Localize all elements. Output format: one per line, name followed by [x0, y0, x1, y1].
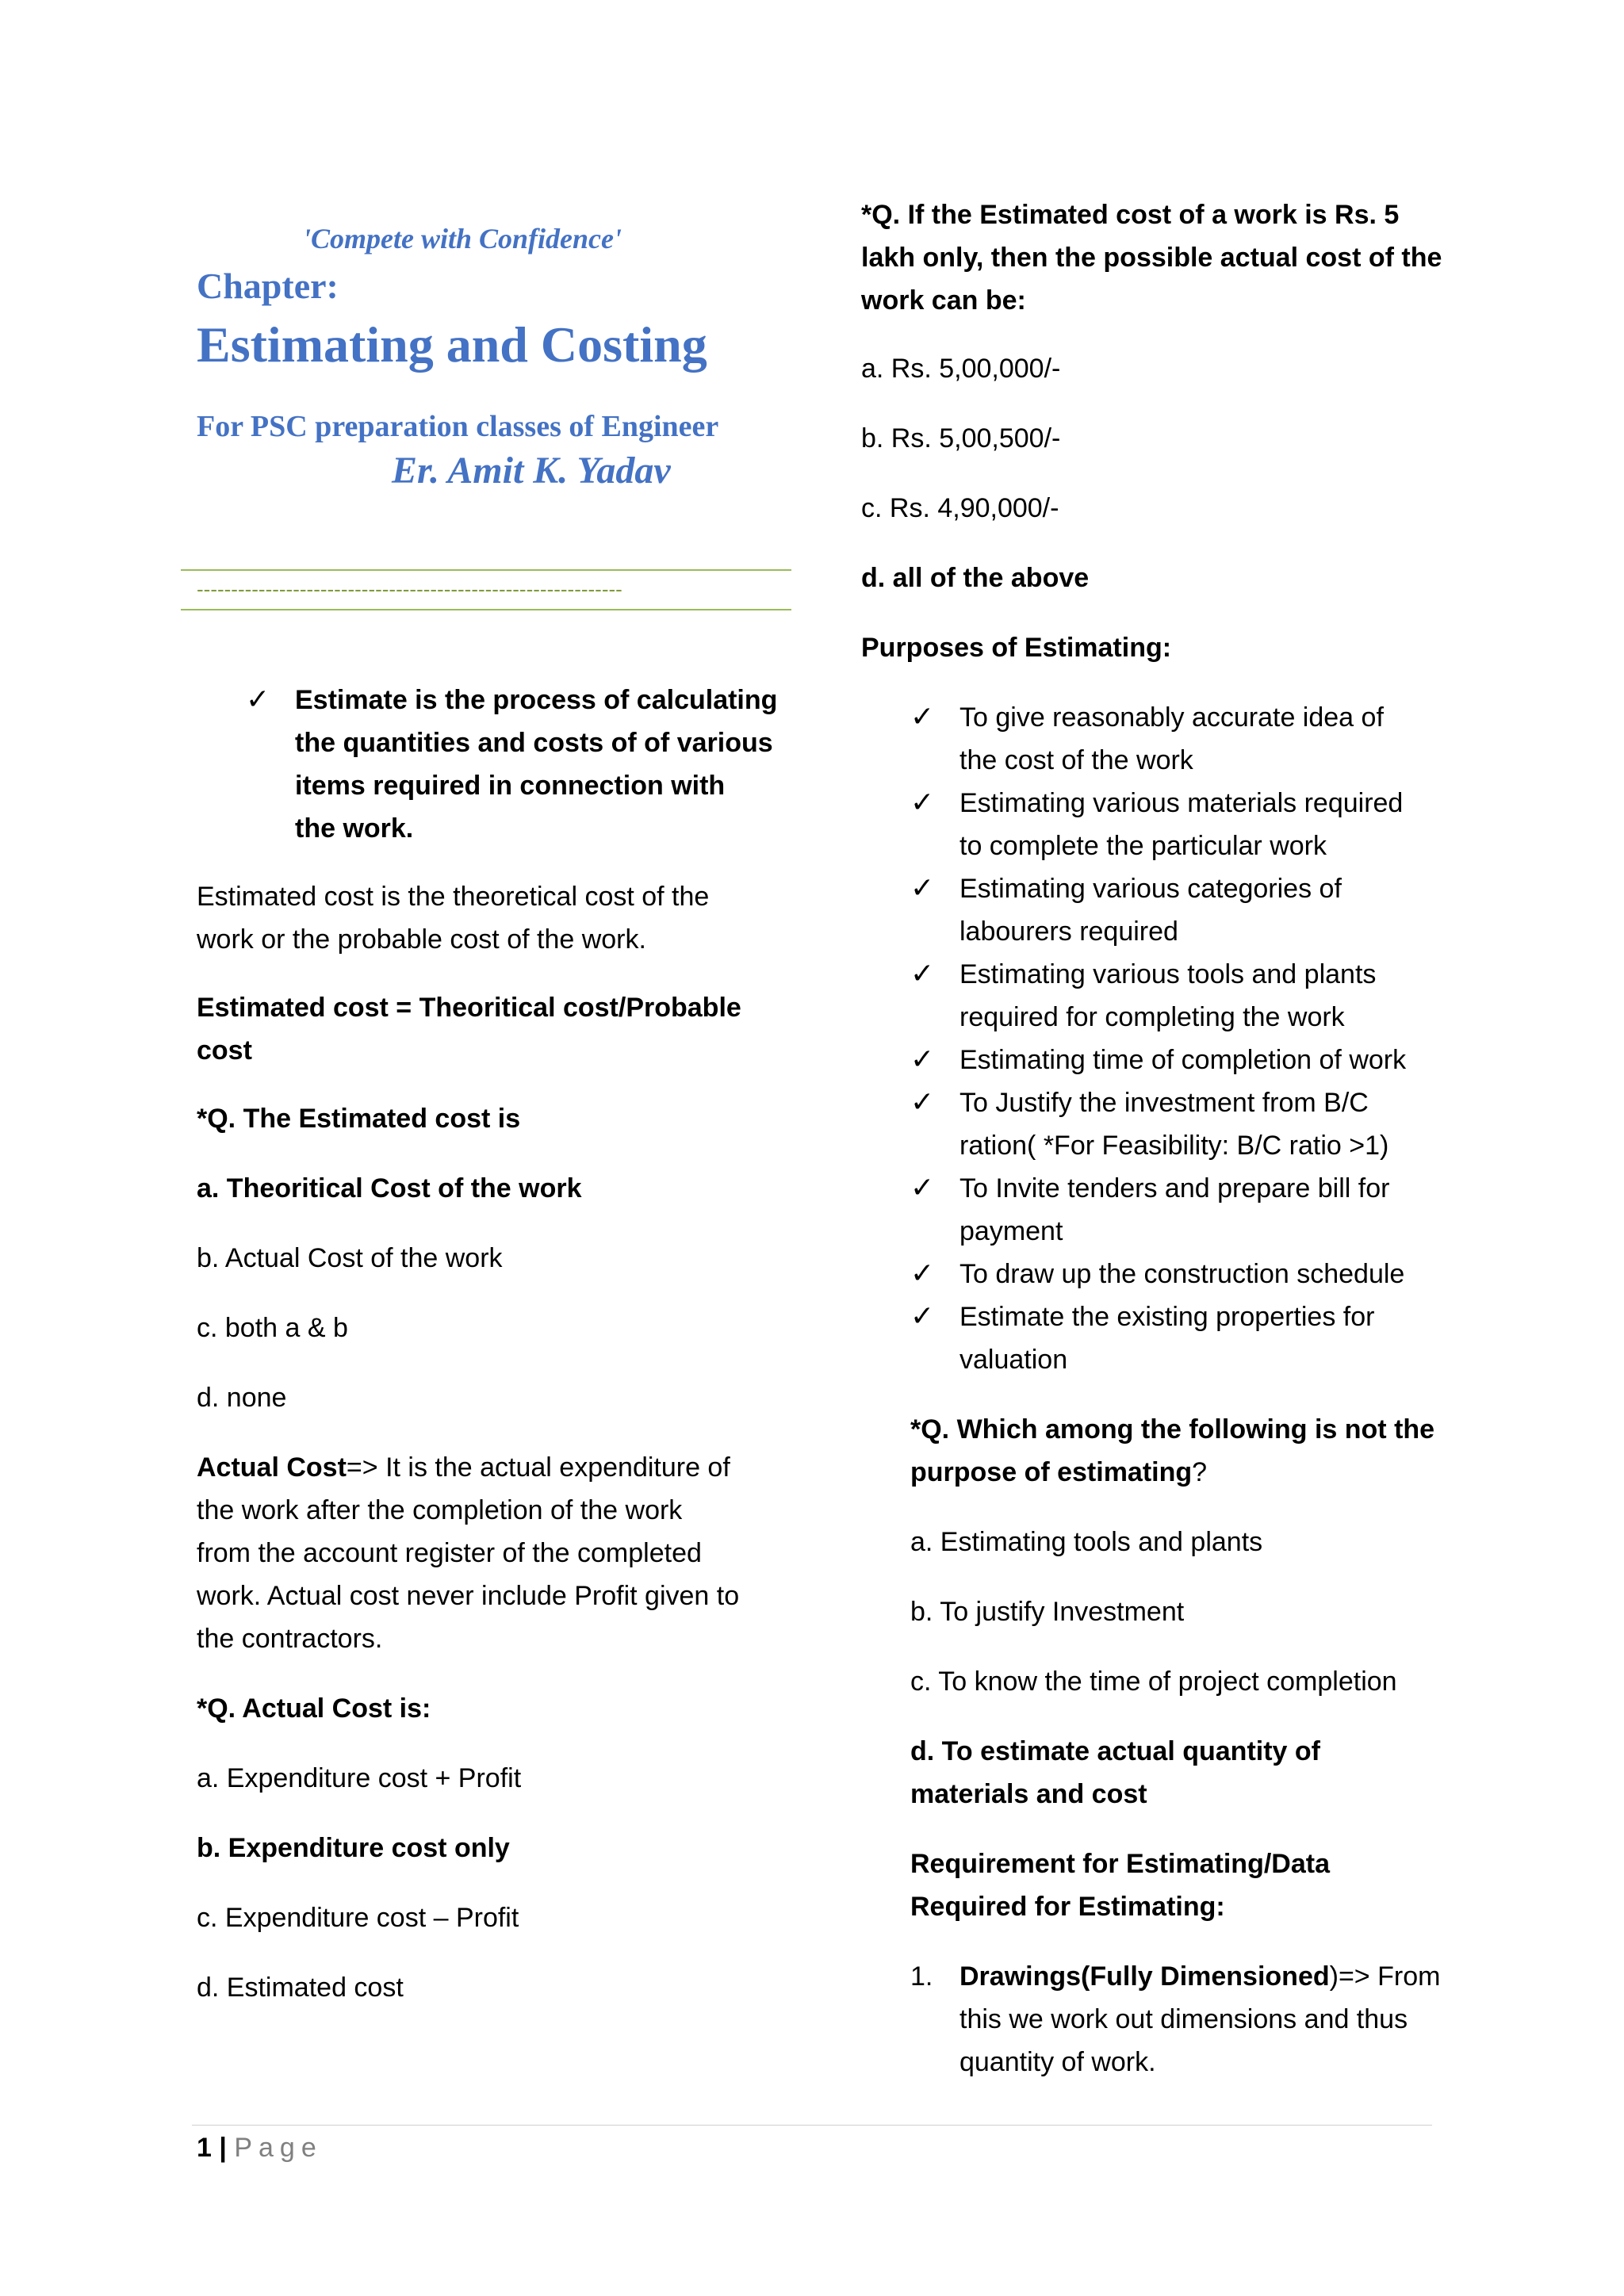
dashed-divider: -------------------------------------------------------------- — [197, 577, 622, 601]
footer-rule — [192, 2125, 1432, 2126]
q4-option-b: b. To justify Investment — [910, 1597, 1185, 1627]
list-item: To Justify the investment from B/C — [959, 1088, 1369, 1118]
check-icon: ✓ — [910, 1172, 935, 1204]
definition-line: Estimate is the process of calculating — [295, 685, 778, 715]
page-number: 1 — [197, 2133, 212, 2163]
check-icon: ✓ — [910, 1086, 935, 1119]
divider-top — [181, 569, 791, 571]
purposes-heading: Purposes of Estimating: — [861, 633, 1172, 663]
tagline: 'Compete with Confidence' — [303, 223, 622, 254]
q1-option-b: b. Actual Cost of the work — [197, 1243, 503, 1273]
q4-option-c: c. To know the time of project completion — [910, 1667, 1397, 1697]
check-icon: ✓ — [910, 872, 935, 905]
list-item: Estimate the existing properties for — [959, 1302, 1375, 1332]
requirement-heading: Requirement for Estimating/Data — [910, 1849, 1330, 1879]
q3-option-b: b. Rs. 5,00,500/- — [861, 423, 1061, 453]
definition-line: items required in connection with — [295, 771, 726, 801]
estimated-text: work or the probable cost of the work. — [197, 924, 646, 955]
q3-option-d: d. all of the above — [861, 563, 1090, 593]
divider-bottom — [181, 609, 791, 610]
actual-cost-text: => It is the actual expenditure of — [346, 1452, 730, 1483]
check-icon: ✓ — [910, 786, 935, 819]
question-mark: ? — [1192, 1457, 1208, 1487]
requirement-text: this we work out dimensions and thus — [959, 2004, 1408, 2034]
q4-option-a: a. Estimating tools and plants — [910, 1527, 1263, 1557]
requirement-label: Drawings(Fully Dimensioned — [959, 1961, 1330, 1992]
formula: cost — [197, 1035, 252, 1066]
list-item: Estimating various materials required — [959, 788, 1404, 818]
list-item: to complete the particular work — [959, 831, 1327, 861]
question-3: *Q. If the Estimated cost of a work is Rs. 5 — [861, 200, 1400, 230]
subtitle: For PSC preparation classes of Engineer — [197, 410, 719, 443]
estimated-text: Estimated cost is the theoretical cost of the — [197, 882, 710, 912]
list-item: Estimating time of completion of work — [959, 1045, 1407, 1075]
question-4 — [910, 1451, 1207, 1494]
chapter-title: Estimating and Costing — [197, 316, 707, 373]
list-item: To draw up the construction schedule — [959, 1259, 1405, 1289]
question-2: *Q. Actual Cost is: — [197, 1693, 431, 1724]
list-item: labourers required — [959, 916, 1178, 947]
check-icon: ✓ — [910, 1043, 935, 1076]
list-item: required for completing the work — [959, 1002, 1345, 1032]
list-item: payment — [959, 1216, 1063, 1246]
q1-option-a: a. Theoritical Cost of the work — [197, 1173, 582, 1203]
actual-cost-text: the work after the completion of the work — [197, 1495, 683, 1525]
q4-option-d: materials and cost — [910, 1779, 1147, 1809]
list-item: Estimating various tools and plants — [959, 959, 1377, 989]
requirement-item — [959, 1955, 1440, 1998]
q2-option-d: d. Estimated cost — [197, 1973, 404, 2003]
definition-line: the work. — [295, 813, 414, 844]
author: Er. Amit K. Yadav — [392, 450, 671, 492]
question-4: *Q. Which among the following is not the — [910, 1414, 1435, 1445]
question-3: lakh only, then the possible actual cost of the — [861, 243, 1442, 273]
requirement-text: )=> From — [1329, 1961, 1441, 1992]
q4-option-d: d. To estimate actual quantity of — [910, 1736, 1320, 1766]
list-item: To give reasonably accurate idea of — [959, 702, 1384, 733]
q1-option-d: d. none — [197, 1383, 287, 1413]
check-icon: ✓ — [910, 1257, 935, 1290]
question-3: work can be: — [861, 285, 1026, 316]
question-1: *Q. The Estimated cost is — [197, 1104, 521, 1134]
check-icon: ✓ — [910, 701, 935, 733]
check-icon: ✓ — [910, 1300, 935, 1333]
page-separator: | — [219, 2133, 227, 2163]
actual-cost-line — [197, 1446, 730, 1489]
q2-option-a: a. Expenditure cost + Profit — [197, 1763, 522, 1793]
q3-option-c: c. Rs. 4,90,000/- — [861, 493, 1059, 523]
q1-option-c: c. both a & b — [197, 1313, 348, 1343]
requirement-heading: Required for Estimating: — [910, 1892, 1225, 1922]
formula: Estimated cost = Theoritical cost/Probable — [197, 993, 741, 1023]
question-4-text: purpose of estimating — [910, 1457, 1193, 1487]
list-item: Estimating various categories of — [959, 874, 1342, 904]
list-item: ration( *For Feasibility: B/C ratio >1) — [959, 1131, 1389, 1161]
actual-cost-text: the contractors. — [197, 1624, 383, 1654]
list-item: To Invite tenders and prepare bill for — [959, 1173, 1390, 1203]
actual-cost-label: Actual Cost — [197, 1452, 347, 1483]
actual-cost-text: from the account register of the completed — [197, 1538, 702, 1568]
list-item: valuation — [959, 1345, 1068, 1375]
chapter-label: Chapter: — [197, 266, 339, 306]
q2-option-b: b. Expenditure cost only — [197, 1833, 510, 1863]
list-item: the cost of the work — [959, 745, 1193, 775]
page-label: Page — [234, 2133, 323, 2163]
requirement-text: quantity of work. — [959, 2047, 1156, 2077]
definition-line: the quantities and costs of of various — [295, 728, 773, 758]
actual-cost-text: work. Actual cost never include Profit given to — [197, 1581, 740, 1611]
requirement-number: 1. — [910, 1961, 933, 1992]
q3-option-a: a. Rs. 5,00,000/- — [861, 354, 1061, 384]
q2-option-c: c. Expenditure cost – Profit — [197, 1903, 519, 1933]
check-icon: ✓ — [910, 958, 935, 990]
page-footer — [197, 2126, 323, 2169]
check-icon: ✓ — [246, 683, 270, 716]
